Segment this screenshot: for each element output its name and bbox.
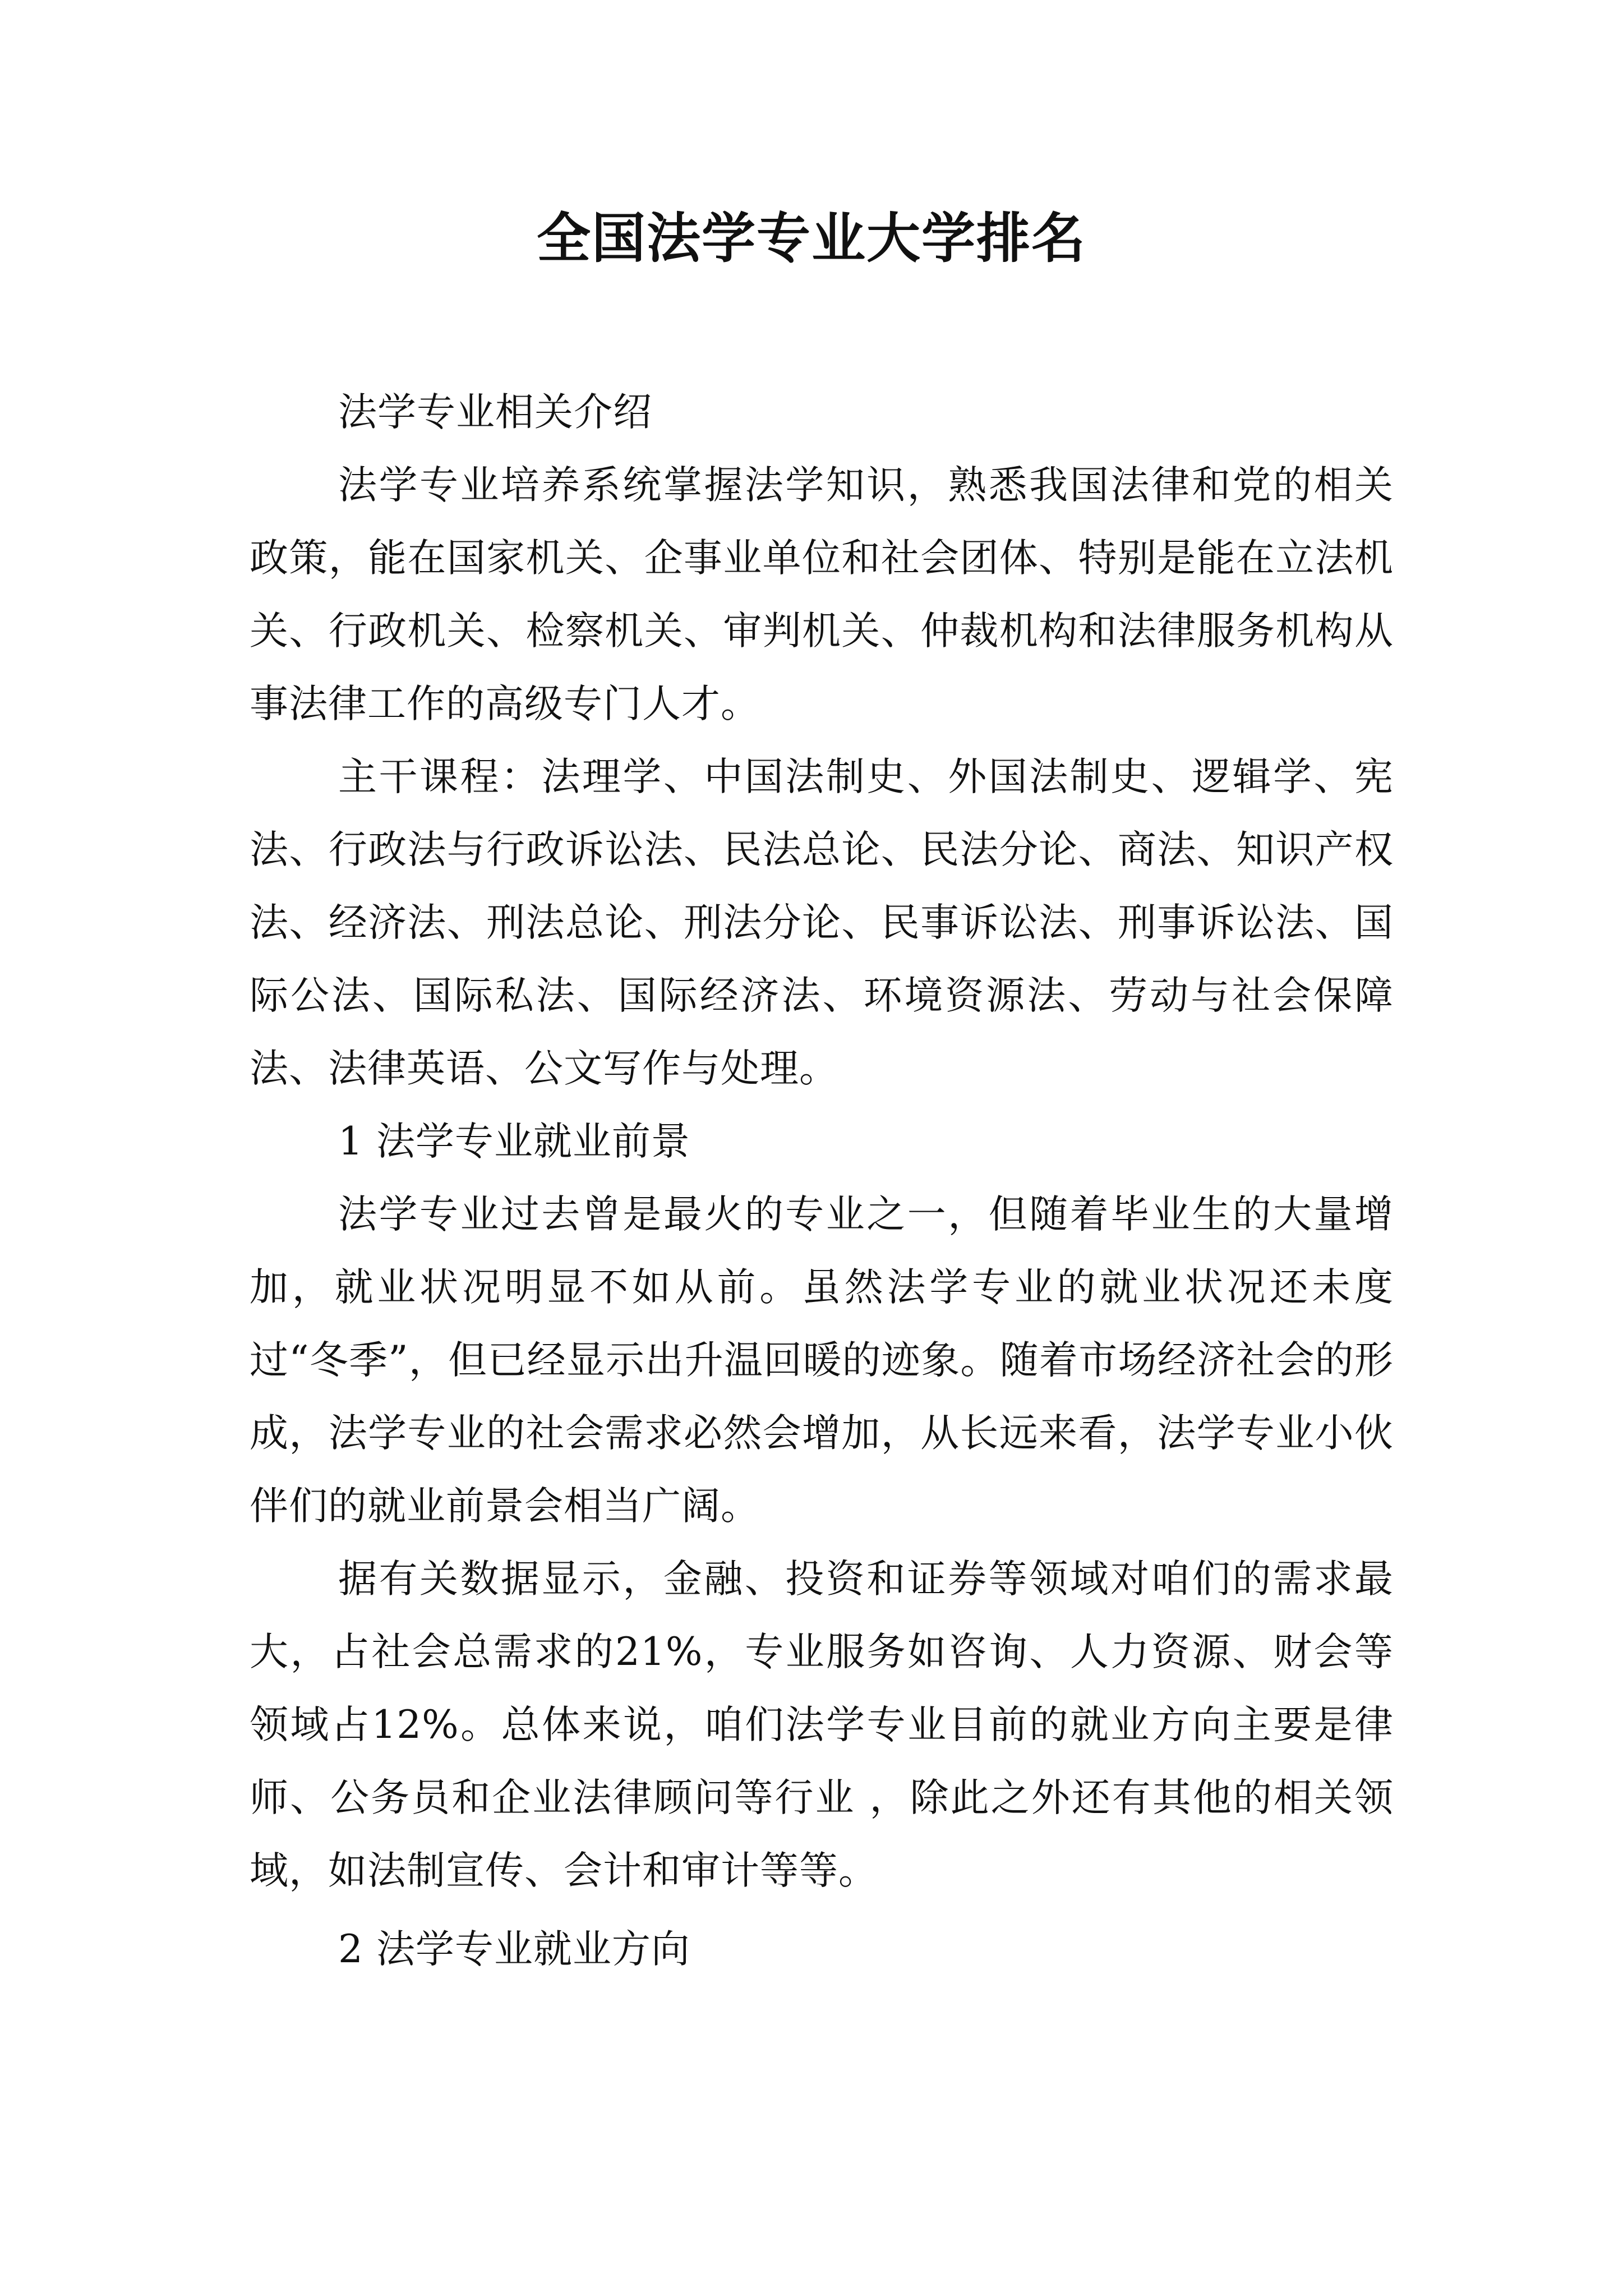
paragraph-section-1-heading: 1 法学专业就业前景 xyxy=(338,1119,690,1164)
page-title: 全国法学专业大学排名 xyxy=(537,207,1086,270)
document-body xyxy=(250,376,1394,1986)
paragraph-demand-statistics: 据有关数据显示，金融、投资和证券等领域对咱们的需求最大，占社会总需求的21%，专业服务如咨询、人力资源、财会等领域占12%。总体来说，咱们法学专业目前的就业方向主要是律师、公务员和企业法律顾问等行业 ，除此之外还有其他的相关领域，如法制宣传、会计和审计等等。 xyxy=(250,1557,1394,1893)
paragraph-intro: 法学专业培养系统掌握法学知识，熟悉我国法律和党的相关政策，能在国家机关、企事业单位和社会团体、特别是能在立法机关、行政机关、检察机关、审判机关、仲裁机构和法律服务机构从事法律工作的高级专门人才。 xyxy=(250,463,1394,726)
paragraph-employment-prospects: 法学专业过去曾是最火的专业之一，但随着毕业生的大量增加，就业状况明显不如从前。虽然法学专业的就业状况还未度过“冬季”，但已经显示出升温回暖的迹象。随着市场经济社会的形成，法学专业的社会需求必然会增加，从长远来看，法学专业小伙伴们的就业前景会相当广阔。 xyxy=(250,1192,1394,1529)
paragraph-intro-heading: 法学专业相关介绍 xyxy=(338,390,652,435)
paragraph-section-2-heading: 2 法学专业就业方向 xyxy=(338,1927,690,1972)
paragraph-main-courses: 主干课程：法理学、中国法制史、外国法制史、逻辑学、宪法、行政法与行政诉讼法、民法总论、民法分论、商法、知识产权法、经济法、刑法总论、刑法分论、民事诉讼法、刑事诉讼法、国际公法、国际私法、国际经济法、环境资源法、劳动与社会保障法、法律英语、公文写作与处理。 xyxy=(250,754,1394,1091)
